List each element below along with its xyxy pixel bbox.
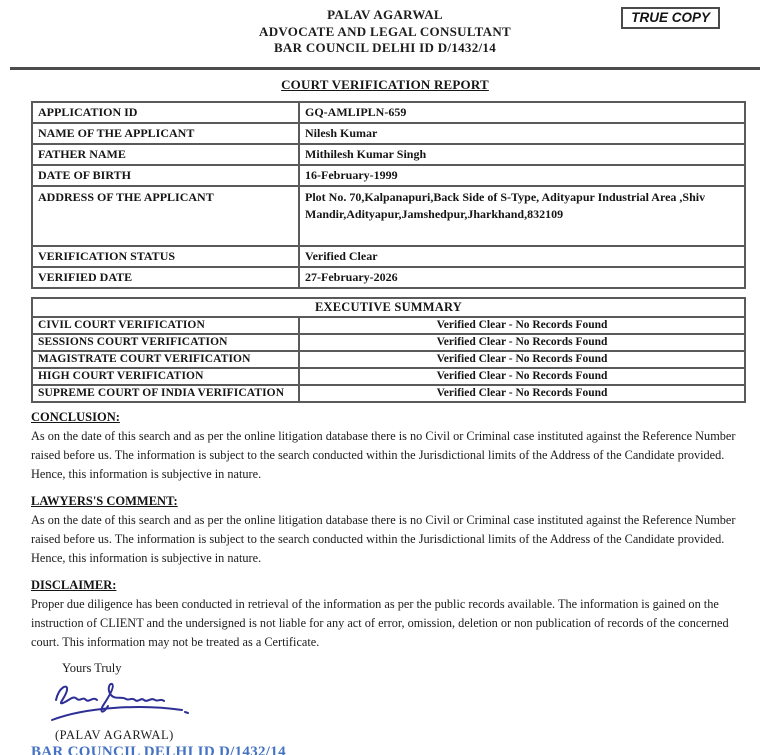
detail-value: 16-February-1999 bbox=[299, 165, 745, 186]
table-row bbox=[32, 317, 745, 334]
executive-summary-title: EXECUTIVE SUMMARY bbox=[32, 298, 745, 317]
detail-label: VERIFIED DATE bbox=[32, 267, 299, 288]
table-row bbox=[32, 123, 745, 144]
detail-value: Plot No. 70,Kalpanapuri,Back Side of S-Type, Adityapur Industrial Area ,Shiv Mandir,Adityapur,Jamshedpur,Jharkhand,832109 bbox=[299, 186, 745, 246]
header-divider bbox=[10, 67, 760, 70]
closing-text: Yours Truly bbox=[62, 660, 122, 675]
disclaimer-text: Proper due diligence has been conducted in retrieval of the information as per the public records available. The information is gained on the instruction of CLIENT and the undersigned is not liable for any act of error, omission, deletion or non publication of records of the concerned court. This information may not be treated as a Certificate. bbox=[31, 596, 729, 649]
detail-label: FATHER NAME bbox=[32, 144, 299, 165]
table-row bbox=[32, 267, 745, 288]
disclaimer-section bbox=[31, 578, 744, 652]
advocate-name: PALAV AGARWAL bbox=[327, 7, 443, 22]
executive-summary-table bbox=[31, 297, 746, 403]
summary-label: SUPREME COURT OF INDIA VERIFICATION bbox=[32, 385, 299, 402]
summary-value: Verified Clear - No Records Found bbox=[299, 351, 745, 368]
summary-label: CIVIL COURT VERIFICATION bbox=[32, 317, 299, 334]
table-row bbox=[32, 165, 745, 186]
detail-value: GQ-AMLIPLN-659 bbox=[299, 102, 745, 123]
detail-value: Verified Clear bbox=[299, 246, 745, 267]
table-row bbox=[32, 334, 745, 351]
detail-label: NAME OF THE APPLICANT bbox=[32, 123, 299, 144]
detail-value: Nilesh Kumar bbox=[299, 123, 745, 144]
applicant-details-table bbox=[31, 101, 746, 289]
lawyers-comment-section bbox=[31, 494, 744, 568]
detail-label: DATE OF BIRTH bbox=[32, 165, 299, 186]
table-row bbox=[32, 186, 745, 246]
document-title: COURT VERIFICATION REPORT bbox=[281, 76, 489, 92]
conclusion-text: As on the date of this search and as per the online litigation database there is no Civil or Criminal case instituted against the Reference Number raised before us. The information is subject to the search conducted within the Jurisdictional limits of the Address of the Candidate provided. Hence, this information is subjective in nature. bbox=[31, 428, 736, 481]
disclaimer-heading: DISCLAIMER: bbox=[31, 577, 117, 592]
lawyers-comment-heading: LAWYERS'S COMMENT: bbox=[31, 493, 178, 508]
signature-block bbox=[46, 678, 770, 728]
detail-label: VERIFICATION STATUS bbox=[32, 246, 299, 267]
summary-value: Verified Clear - No Records Found bbox=[299, 368, 745, 385]
table-row bbox=[32, 102, 745, 123]
lawyers-comment-text: As on the date of this search and as per the online litigation database there is no Civil or Criminal case instituted against the Reference Number raised before us. The information is subject to the search conducted within the Jurisdictional limits of the Address of the Candidate provided. Hence, this information is subjective in nature. bbox=[31, 512, 736, 565]
summary-value: Verified Clear - No Records Found bbox=[299, 385, 745, 402]
summary-label: MAGISTRATE COURT VERIFICATION bbox=[32, 351, 299, 368]
true-copy-stamp: TRUE COPY bbox=[621, 7, 720, 29]
advocate-role: ADVOCATE AND LEGAL CONSULTANT bbox=[259, 23, 511, 39]
table-row bbox=[32, 351, 745, 368]
table-row bbox=[32, 368, 745, 385]
signatory-name: (PALAV AGARWAL) bbox=[55, 727, 174, 742]
signature-image bbox=[46, 678, 196, 728]
detail-value: 27-February-2026 bbox=[299, 267, 745, 288]
conclusion-section bbox=[31, 410, 744, 484]
table-row bbox=[32, 246, 745, 267]
summary-label: SESSIONS COURT VERIFICATION bbox=[32, 334, 299, 351]
conclusion-heading: CONCLUSION: bbox=[31, 409, 120, 424]
table-row bbox=[32, 385, 745, 402]
summary-label: HIGH COURT VERIFICATION bbox=[32, 368, 299, 385]
advocate-bar-id: BAR COUNCIL DELHI ID D/1432/14 bbox=[273, 40, 497, 55]
detail-label: APPLICATION ID bbox=[32, 102, 299, 123]
summary-value: Verified Clear - No Records Found bbox=[299, 334, 745, 351]
detail-label: ADDRESS OF THE APPLICANT bbox=[32, 186, 299, 246]
detail-value: Mithilesh Kumar Singh bbox=[299, 144, 745, 165]
summary-value: Verified Clear - No Records Found bbox=[299, 317, 745, 334]
table-header-row bbox=[32, 298, 745, 317]
signatory-bar-id: BAR COUNCIL DELHI ID D/1432/14 bbox=[31, 743, 286, 755]
table-row bbox=[32, 144, 745, 165]
